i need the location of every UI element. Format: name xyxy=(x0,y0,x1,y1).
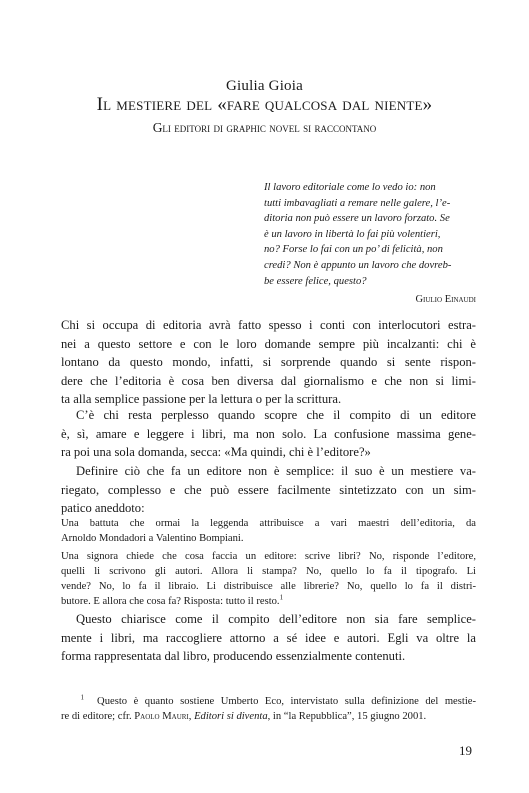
epigraph-line: no? Forse lo fai con un po’ di felicità, non xyxy=(264,244,443,256)
footnote-line xyxy=(61,709,476,724)
text-line: nei a questo settore e con le loro domande sempre più incalzanti: chi è xyxy=(61,336,476,351)
text-line: dere che l’editoria è cosa ben diversa dal giornalismo e che non si limi- xyxy=(61,373,476,388)
text-line: patico aneddoto: xyxy=(61,501,145,515)
text-line: ra poi una sola domanda, secca: «Ma quindi, chi è l’editore?» xyxy=(61,445,371,459)
text-line: è, sì, amare e leggere i libri, ma non solo. La confusione massima gene- xyxy=(61,426,476,441)
cited-author: Paolo Mauri xyxy=(134,711,189,722)
epigraph-line: è un lavoro in libertà lo fai più volentieri, xyxy=(264,228,441,240)
cited-work-title: Editori si diventa xyxy=(194,711,268,722)
epigraph-line: Il lavoro editoriale come lo vedo io: non xyxy=(264,182,436,193)
page-number: 19 xyxy=(459,743,472,758)
epigraph xyxy=(264,180,476,308)
text-line: Chi si occupa di editoria avrà fatto spesso i conti con interlocutori estra- xyxy=(61,318,476,332)
footnote xyxy=(61,694,476,724)
epigraph-line: be essere felice, questo? xyxy=(264,275,367,287)
footnote-reference[interactable]: 1 xyxy=(279,593,284,602)
epigraph-line: ditoria non può essere un lavoro forzato. Se xyxy=(264,213,450,225)
epigraph-line: credi? Non è appunto un lavoro che dovreb- xyxy=(264,259,452,271)
quote-line: Una battuta che ormai la leggenda attribuisce a vari maestri dell’editoria, da xyxy=(61,518,476,529)
quote-text: butore. E allora che cosa fa? Risposta: tutto il resto. xyxy=(61,596,280,607)
quote-line: Una signora chiede che cosa faccia un editore: scrive libri? No, risponde l’editore, xyxy=(61,551,476,562)
text-line: Definire ciò che fa un editore non è semplice: il suo è un mestiere va- xyxy=(76,464,476,478)
text-line: C’è chi resta perplesso quando scopre che il compito di un editore xyxy=(76,408,476,422)
quote-line: vende? No, lo fa il libraio. Li distribuisce alle librerie? No, quello lo fa il distri- xyxy=(61,581,476,592)
block-quote xyxy=(61,516,476,609)
quote-line: Arnoldo Mondadori a Valentino Bompiani. xyxy=(61,533,244,544)
footnote-text: , in “la Repubblica”, 15 giugno 2001. xyxy=(267,711,427,722)
quote-line: quelli li scrivono gli autori. Allora li stampa? No, quello lo fa il tipografo. Li xyxy=(61,566,476,577)
text-line: forma rappresentata dal libro, producendo essenzialmente contenuti. xyxy=(61,649,406,663)
footnote-text: re di editore; cfr. xyxy=(61,711,135,722)
epigraph-line: tutti imbavagliati a remare nelle galere, l’e- xyxy=(264,197,451,209)
footnote-text: , xyxy=(188,711,195,722)
chapter-author: Giulia Gioia xyxy=(226,78,303,94)
paragraph-1 xyxy=(61,316,476,409)
quote-line xyxy=(61,594,476,609)
text-line: Questo chiarisce come il compito dell’editore non sia fare semplice- xyxy=(76,612,476,626)
paragraph-3 xyxy=(61,462,476,518)
epigraph-source: Giulio Einaudi xyxy=(415,294,476,306)
paragraph-2 xyxy=(61,406,476,462)
footnote-text: Questo è quanto sostiene Umberto Eco, intervistato sulla definizione del mestie- xyxy=(97,696,477,707)
text-line: lontano da questo mondo, infatti, si sorprende quando si sente rispon- xyxy=(61,355,476,369)
footnote-line xyxy=(61,694,476,709)
text-line: mente i libri, ma raccogliere attorno a sé idee e autori. Egli va oltre la xyxy=(61,630,476,645)
chapter-title: Il mestiere del «fare qualcosa dal niente» xyxy=(96,94,433,115)
text-line: ta alla semplice passione per la lettura o per la scrittura. xyxy=(61,392,342,406)
chapter-subtitle: Gli editori di graphic novel si raccontano xyxy=(152,120,377,135)
paragraph-4 xyxy=(61,610,476,666)
footnote-number: 1 xyxy=(80,693,85,702)
text-line: riegato, complesso e che può essere facilmente sintetizzato con un sim- xyxy=(61,482,476,497)
